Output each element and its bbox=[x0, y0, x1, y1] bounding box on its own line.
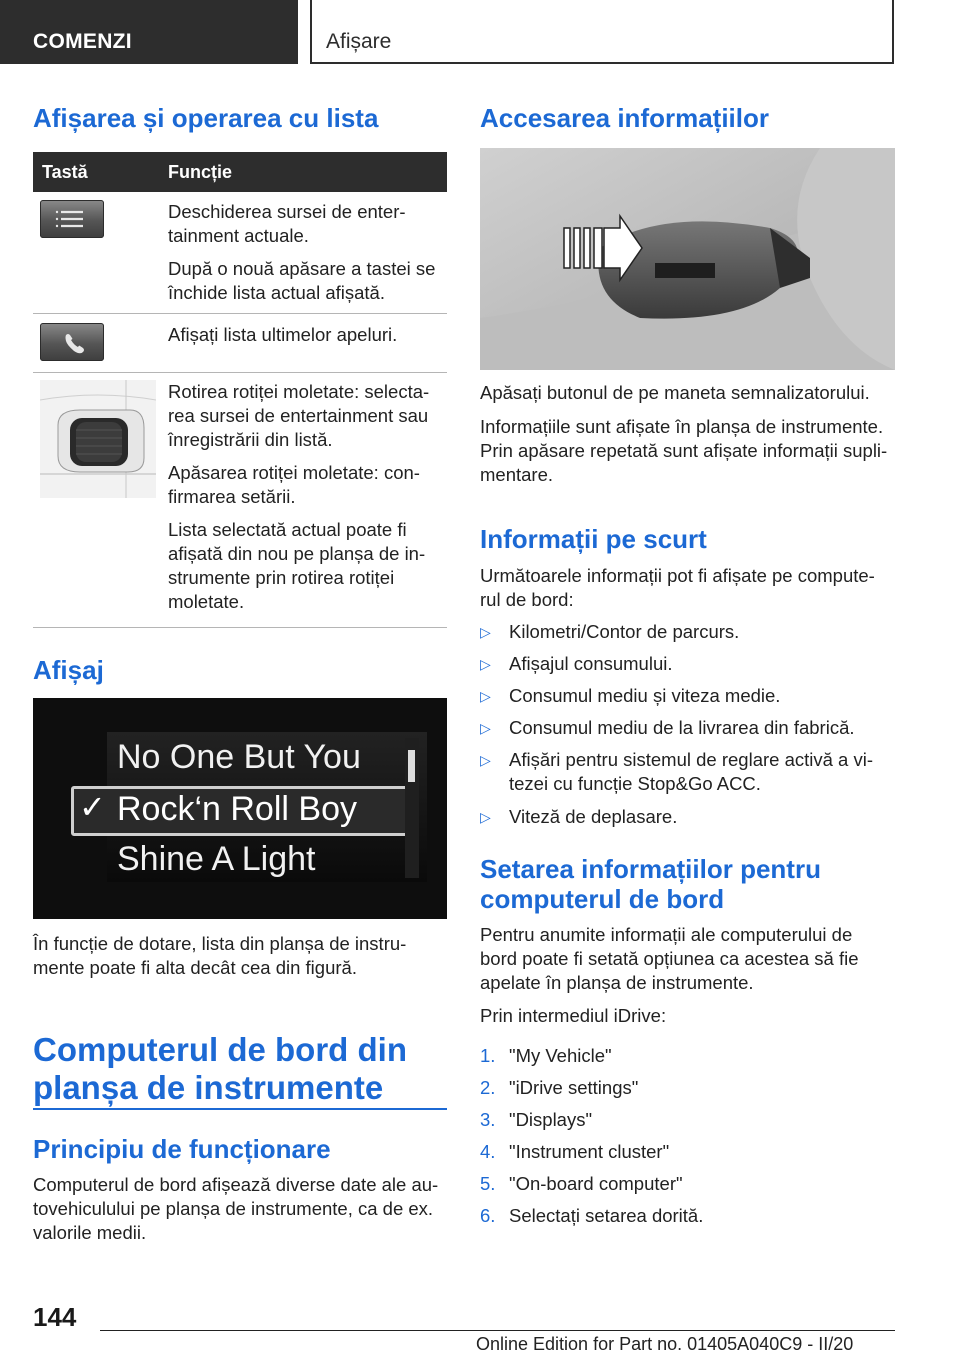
step-text: "On-board computer" bbox=[509, 1173, 683, 1194]
heading-display: Afișaj bbox=[33, 655, 104, 685]
phone-key-icon bbox=[40, 323, 104, 361]
row2-text: Afișați lista ultimelor apeluri. bbox=[168, 324, 398, 345]
table-rule bbox=[33, 627, 447, 628]
bullet-text: Afișajul consumului. bbox=[509, 653, 673, 674]
table-row bbox=[168, 200, 448, 314]
access-text-1: Apăsați butonul de pe maneta semnalizatorului. bbox=[480, 382, 870, 403]
footer-rule bbox=[100, 1330, 895, 1331]
bullet-marker-icon: ▷ bbox=[480, 720, 491, 736]
step-number: 2. bbox=[480, 1077, 496, 1098]
row3-text-b: Apăsarea rotiței moletate: con- firmarea setării. bbox=[168, 462, 420, 507]
thumbwheel-image bbox=[40, 380, 156, 498]
bullet-marker-icon: ▷ bbox=[480, 624, 491, 640]
list-icon bbox=[40, 200, 104, 238]
heading-brief: Informații pe scurt bbox=[480, 524, 707, 554]
step-number: 5. bbox=[480, 1173, 496, 1194]
heading-principle: Principiu de funcționare bbox=[33, 1134, 331, 1164]
row1-text-b: După o nouă apăsare a tastei se închide lista actual afișată. bbox=[168, 258, 436, 303]
bullet-marker-icon: ▷ bbox=[480, 809, 491, 825]
step-number: 3. bbox=[480, 1109, 496, 1130]
heading-access: Accesarea informațiilor bbox=[480, 103, 770, 133]
display-item: Shine A Light bbox=[117, 840, 316, 878]
footer-edition: Online Edition for Part no. 01405A040C9 - II/20 bbox=[476, 1334, 854, 1354]
bullet-text: Viteză de deplasare. bbox=[509, 806, 678, 827]
principle-text: Computerul de bord afișează diverse date ale au- tovehiculului pe planșa de instrumente, ca de ex. valorile medii. bbox=[33, 1174, 439, 1243]
row3-text-c: Lista selectată actual poate fi afișată din nou pe planșa de in- strumente prin rotirea rotiței moletate. bbox=[168, 519, 426, 612]
bullet-text: Kilometri/Contor de parcurs. bbox=[509, 621, 740, 642]
table-col-key: Tastă bbox=[42, 162, 88, 182]
step-number: 4. bbox=[480, 1141, 496, 1162]
header-chapter-label: Afișare bbox=[326, 30, 392, 53]
setting-text: Pentru anumite informații ale computerului de bord poate fi setată opțiunea ca acestea să fie apelate în planșa de instrumente. bbox=[480, 924, 859, 993]
step-number: 1. bbox=[480, 1045, 496, 1066]
table-row bbox=[168, 380, 448, 623]
heading-underline bbox=[33, 1108, 447, 1110]
idrive-intro: Prin intermediul iDrive: bbox=[480, 1005, 667, 1026]
heading-list: Afișarea și operarea cu lista bbox=[33, 103, 379, 133]
heading-computer: Computerul de bord din planșa de instrumente bbox=[33, 1031, 407, 1106]
table-rule bbox=[33, 372, 447, 373]
table-header bbox=[33, 152, 447, 192]
step-text: "Displays" bbox=[509, 1109, 593, 1130]
bullet-text: Afișări pentru sistemul de reglare activă a vi- tezei cu funcție Stop&Go ACC. bbox=[509, 749, 873, 794]
list-key-icon bbox=[40, 200, 104, 238]
display-item: No One But You bbox=[117, 738, 361, 776]
bullet-marker-icon: ▷ bbox=[480, 752, 491, 768]
step-text: "iDrive settings" bbox=[509, 1077, 639, 1098]
step-text: Selectați setarea dorită. bbox=[509, 1205, 704, 1226]
header-section-tab bbox=[0, 0, 298, 64]
display-image bbox=[33, 698, 447, 919]
row1-text-a: Deschiderea sursei de enter- tainment actuale. bbox=[168, 201, 406, 246]
check-icon: ✓ bbox=[79, 789, 106, 825]
display-note: În funcție de dotare, lista din planșa de instru- mente poate fi alta decât cea din figură. bbox=[33, 933, 407, 978]
table-row bbox=[168, 323, 448, 356]
row3-text-a: Rotirea rotiței moletate: selecta- rea sursei de entertainment sau înregistrării din listă. bbox=[168, 381, 430, 450]
bullet-marker-icon: ▷ bbox=[480, 688, 491, 704]
step-text: "My Vehicle" bbox=[509, 1045, 612, 1066]
heading-setting: Setarea informațiilor pentru computerul de bord bbox=[480, 854, 821, 914]
table-rule bbox=[33, 313, 447, 314]
bullet-text: Consumul mediu și viteza medie. bbox=[509, 685, 781, 706]
display-scroll-thumb bbox=[408, 750, 415, 782]
access-text-2: Informațiile sunt afișate în planșa de instrumente. Prin apăsare repetată sunt afișate informații supli- mentare. bbox=[480, 416, 888, 485]
brief-intro: Următoarele informații pot fi afișate pe compute- rul de bord: bbox=[480, 565, 875, 610]
display-item-selected: Rock‘n Roll Boy bbox=[117, 790, 357, 828]
phone-icon bbox=[40, 323, 104, 361]
table-col-function: Funcție bbox=[168, 162, 233, 182]
header-chapter-tab bbox=[310, 0, 894, 64]
step-number: 6. bbox=[480, 1205, 496, 1226]
bullet-marker-icon: ▷ bbox=[480, 656, 491, 672]
bullet-text: Consumul mediu de la livrarea din fabrică. bbox=[509, 717, 855, 738]
step-text: "Instrument cluster" bbox=[509, 1141, 670, 1162]
stalk-image bbox=[480, 148, 895, 370]
header-section-label: COMENZI bbox=[33, 30, 132, 53]
page-number: 144 bbox=[33, 1302, 77, 1332]
